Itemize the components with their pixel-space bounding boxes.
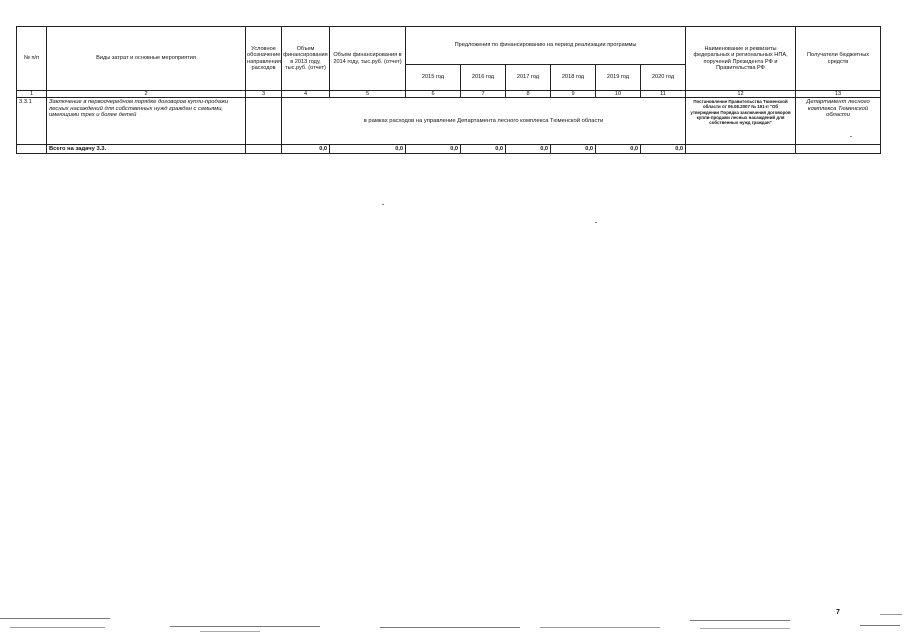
column-number: 10 [596, 91, 641, 98]
row-npa: Постановление Правительства Тюменской области от 06.08.2007 № 191-п "Об утверждении Порядка заключения договоров купли-продажи лесных насаждений для собственных нужд граждан" [686, 98, 796, 145]
column-number: 13 [796, 91, 881, 98]
column-number: 8 [506, 91, 551, 98]
column-number: 5 [330, 91, 406, 98]
total-value: 0,0 [330, 145, 406, 154]
column-number: 6 [406, 91, 461, 98]
total-value: 0,0 [551, 145, 596, 154]
total-value: 0,0 [641, 145, 686, 154]
total-empty-cell [17, 145, 47, 154]
total-value: 0,0 [282, 145, 330, 154]
row-direction-code [246, 98, 282, 145]
header-npa: Наименование и реквизиты федеральных и региональных НПА, поручений Президента РФ и Правительства РФ [686, 27, 796, 91]
column-number: 3 [246, 91, 282, 98]
column-number: 9 [551, 91, 596, 98]
header-volume-2013: Объем финансирования в 2013 году, тыс.руб. (отчет) [282, 27, 330, 91]
total-value: 0,0 [596, 145, 641, 154]
total-value: 0,0 [461, 145, 506, 154]
header-direction-code: Условное обозначение направления расходов [246, 27, 282, 91]
financing-table [16, 26, 881, 154]
header-recipients: Получатели бюджетных средств [796, 27, 881, 91]
row-description: Заключение в первоочередном порядке договоров купли-продажи лесных насаждений для собственных нужд граждан с семьями, имеющими трех и более детей [47, 98, 246, 145]
total-empty-cell [686, 145, 796, 154]
column-number: 7 [461, 91, 506, 98]
total-empty-cell [246, 145, 282, 154]
header-num: № п/п [17, 27, 47, 91]
header-year: 2020 год [641, 65, 686, 91]
header-year: 2017 год [506, 65, 551, 91]
header-expense-types: Виды затрат и основные мероприятия [47, 27, 246, 91]
header-year: 2015 год [406, 65, 461, 91]
total-label: Всего на задачу 3.3. [47, 145, 246, 154]
total-value: 0,0 [506, 145, 551, 154]
header-year: 2019 год [596, 65, 641, 91]
row-merged-financing-note: в рамках расходов на управление Департамента лесного комплекса Тюменской области [282, 98, 686, 145]
column-number: 12 [686, 91, 796, 98]
column-number: 2 [47, 91, 246, 98]
column-number: 1 [17, 91, 47, 98]
header-year: 2016 год [461, 65, 506, 91]
header-volume-2014: Объем финансирования в 2014 году, тыс.руб. (отчет) [330, 27, 406, 91]
total-value: 0,0 [406, 145, 461, 154]
page-number: 7 [836, 609, 840, 616]
total-empty-cell [796, 145, 881, 154]
header-proposals-group: Предложения по финансированию на период реализации программы [406, 27, 686, 65]
column-number: 4 [282, 91, 330, 98]
row-recipient: Департамент лесного комплекса Тюменской области [796, 98, 881, 145]
row-number: 3.3.1 [17, 98, 47, 145]
header-year: 2018 год [551, 65, 596, 91]
column-number: 11 [641, 91, 686, 98]
